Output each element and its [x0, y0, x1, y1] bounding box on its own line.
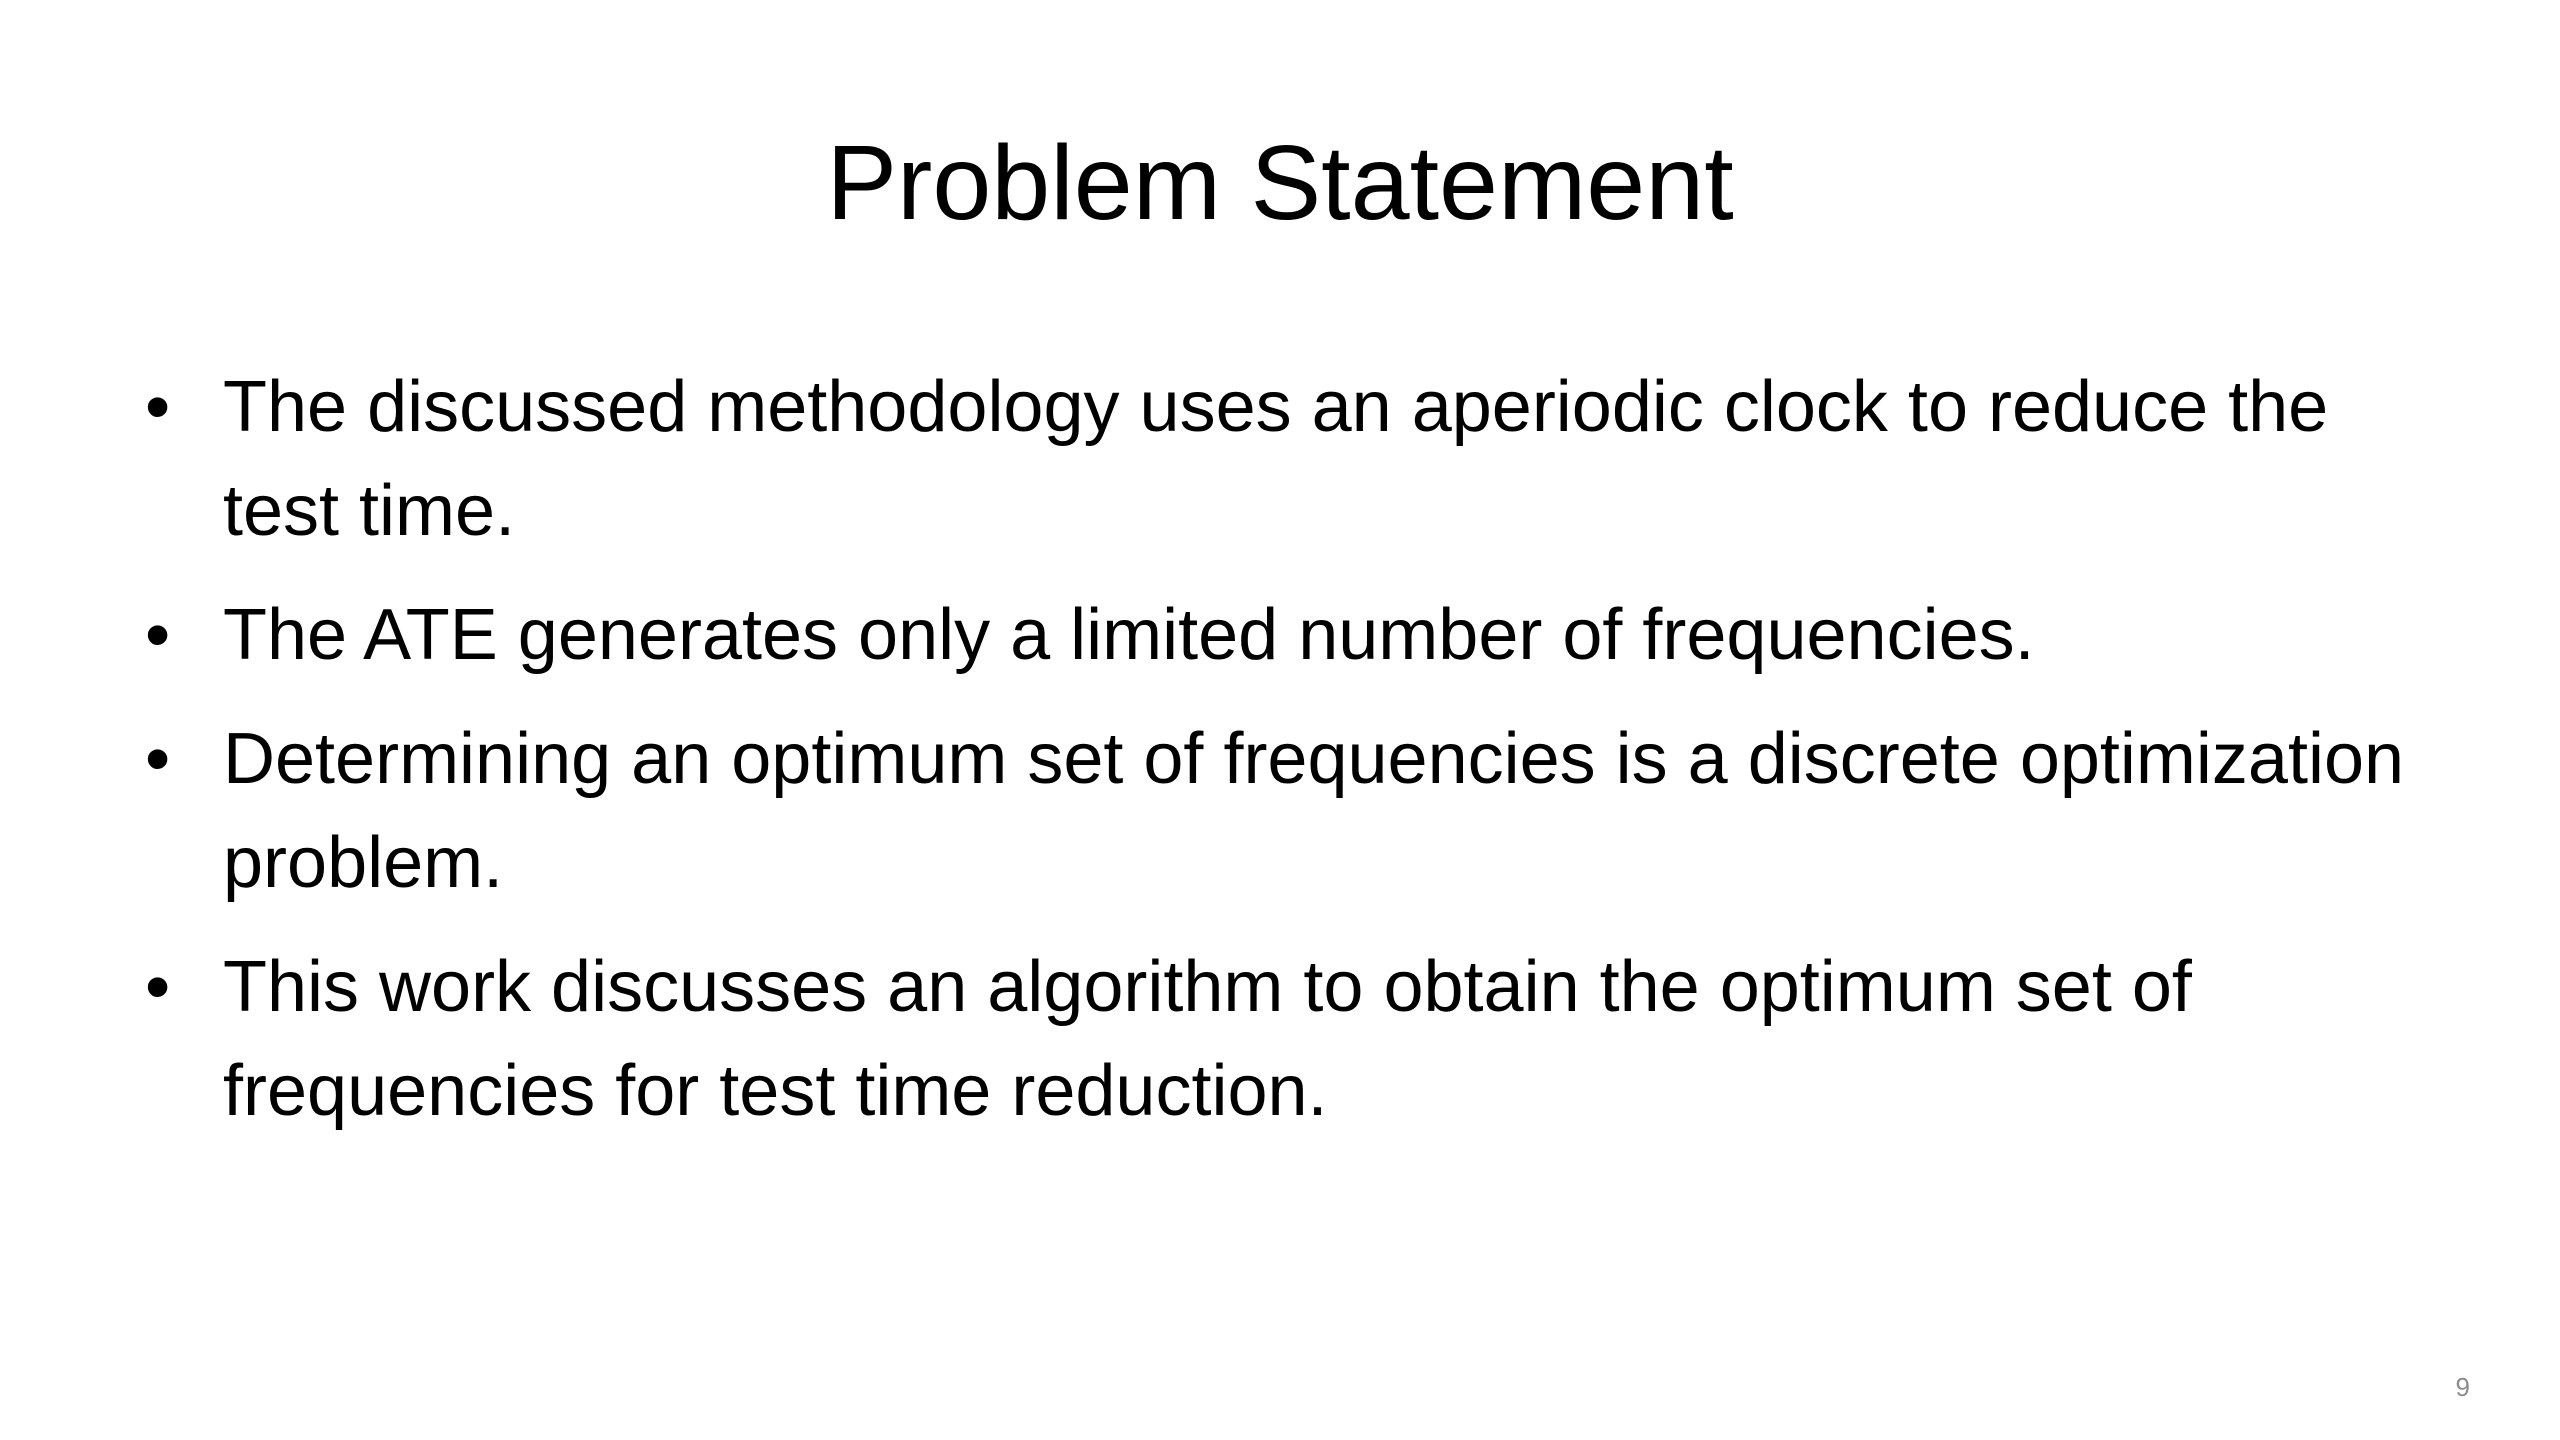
bullet-item [145, 355, 2445, 563]
bullet-icon: • [145, 595, 171, 675]
bullet-icon: • [145, 947, 171, 1027]
bullet-list [145, 355, 2445, 1163]
slide-title: Problem Statement [826, 124, 1734, 242]
bullet-text: Determining an optimum set of frequencies is a discrete optimization problem. [223, 719, 2405, 903]
bullet-text: This work discusses an algorithm to obtain the optimum set of frequencies for test time reduction. [223, 947, 2192, 1131]
bullet-text: The discussed methodology uses an aperiodic clock to reduce the test time. [223, 367, 2329, 551]
bullet-item [145, 583, 2445, 687]
bullet-icon: • [145, 367, 171, 447]
slide-number: 9 [2455, 1372, 2470, 1402]
bullet-icon: • [145, 719, 171, 799]
bullet-item [145, 707, 2445, 915]
bullet-text: The ATE generates only a limited number of frequencies. [223, 595, 2035, 675]
bullet-item [145, 935, 2445, 1143]
